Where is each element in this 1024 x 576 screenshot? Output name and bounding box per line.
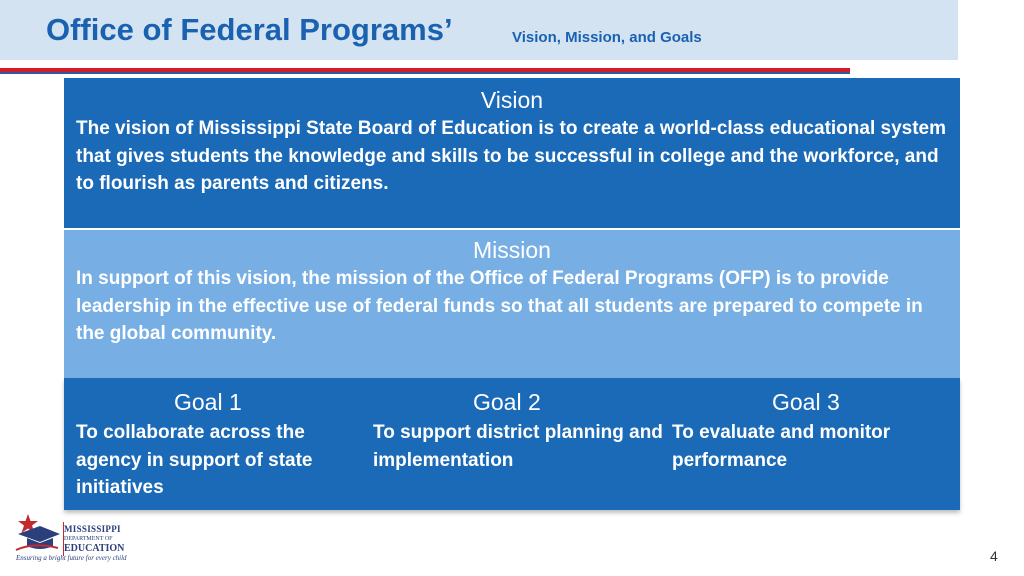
slide-subtitle: Vision, Mission, and Goals <box>512 29 702 46</box>
mission-panel <box>64 230 960 378</box>
logo-line-1: MISSISSIPPI <box>64 524 121 534</box>
logo-line-2: DEPARTMENT OF <box>64 536 113 542</box>
mission-heading: Mission <box>473 237 551 263</box>
goal-1 <box>76 388 366 502</box>
goal-3-heading: Goal 3 <box>772 389 840 415</box>
mission-text: In support of this vision, the mission of the Office of Federal Programs (OFP) is to provide leadership in the effective use of federal funds so that all students are prepared to compete in the global community. <box>76 268 923 344</box>
goal-2-heading: Goal 2 <box>473 389 541 415</box>
graduation-cap-star-icon <box>14 512 64 556</box>
header-rule-blue <box>0 72 850 74</box>
vision-text: The vision of Mississippi State Board of Education is to create a world-class educational system that gives students the knowledge and skills to be successful in college and the workforce, and to flourish as parents and citizens. <box>76 118 947 194</box>
logo-line-3: EDUCATION <box>64 543 125 554</box>
goals-panel <box>64 378 960 510</box>
goal-3 <box>672 388 962 474</box>
page-number: 4 <box>990 548 998 564</box>
goal-2 <box>373 388 663 474</box>
mde-logo <box>14 512 134 564</box>
goal-2-text: To support district planning and implementation <box>373 422 663 471</box>
goal-1-text: To collaborate across the agency in support of state initiatives <box>76 422 313 498</box>
goal-1-heading: Goal 1 <box>174 389 242 415</box>
goal-3-text: To evaluate and monitor performance <box>672 422 891 471</box>
logo-wordmark <box>64 524 124 554</box>
logo-tagline: Ensuring a bright future for every child <box>16 554 127 562</box>
vision-heading: Vision <box>480 87 544 113</box>
slide-title: Office of Federal Programs’ <box>46 12 453 47</box>
vision-panel <box>64 78 960 228</box>
